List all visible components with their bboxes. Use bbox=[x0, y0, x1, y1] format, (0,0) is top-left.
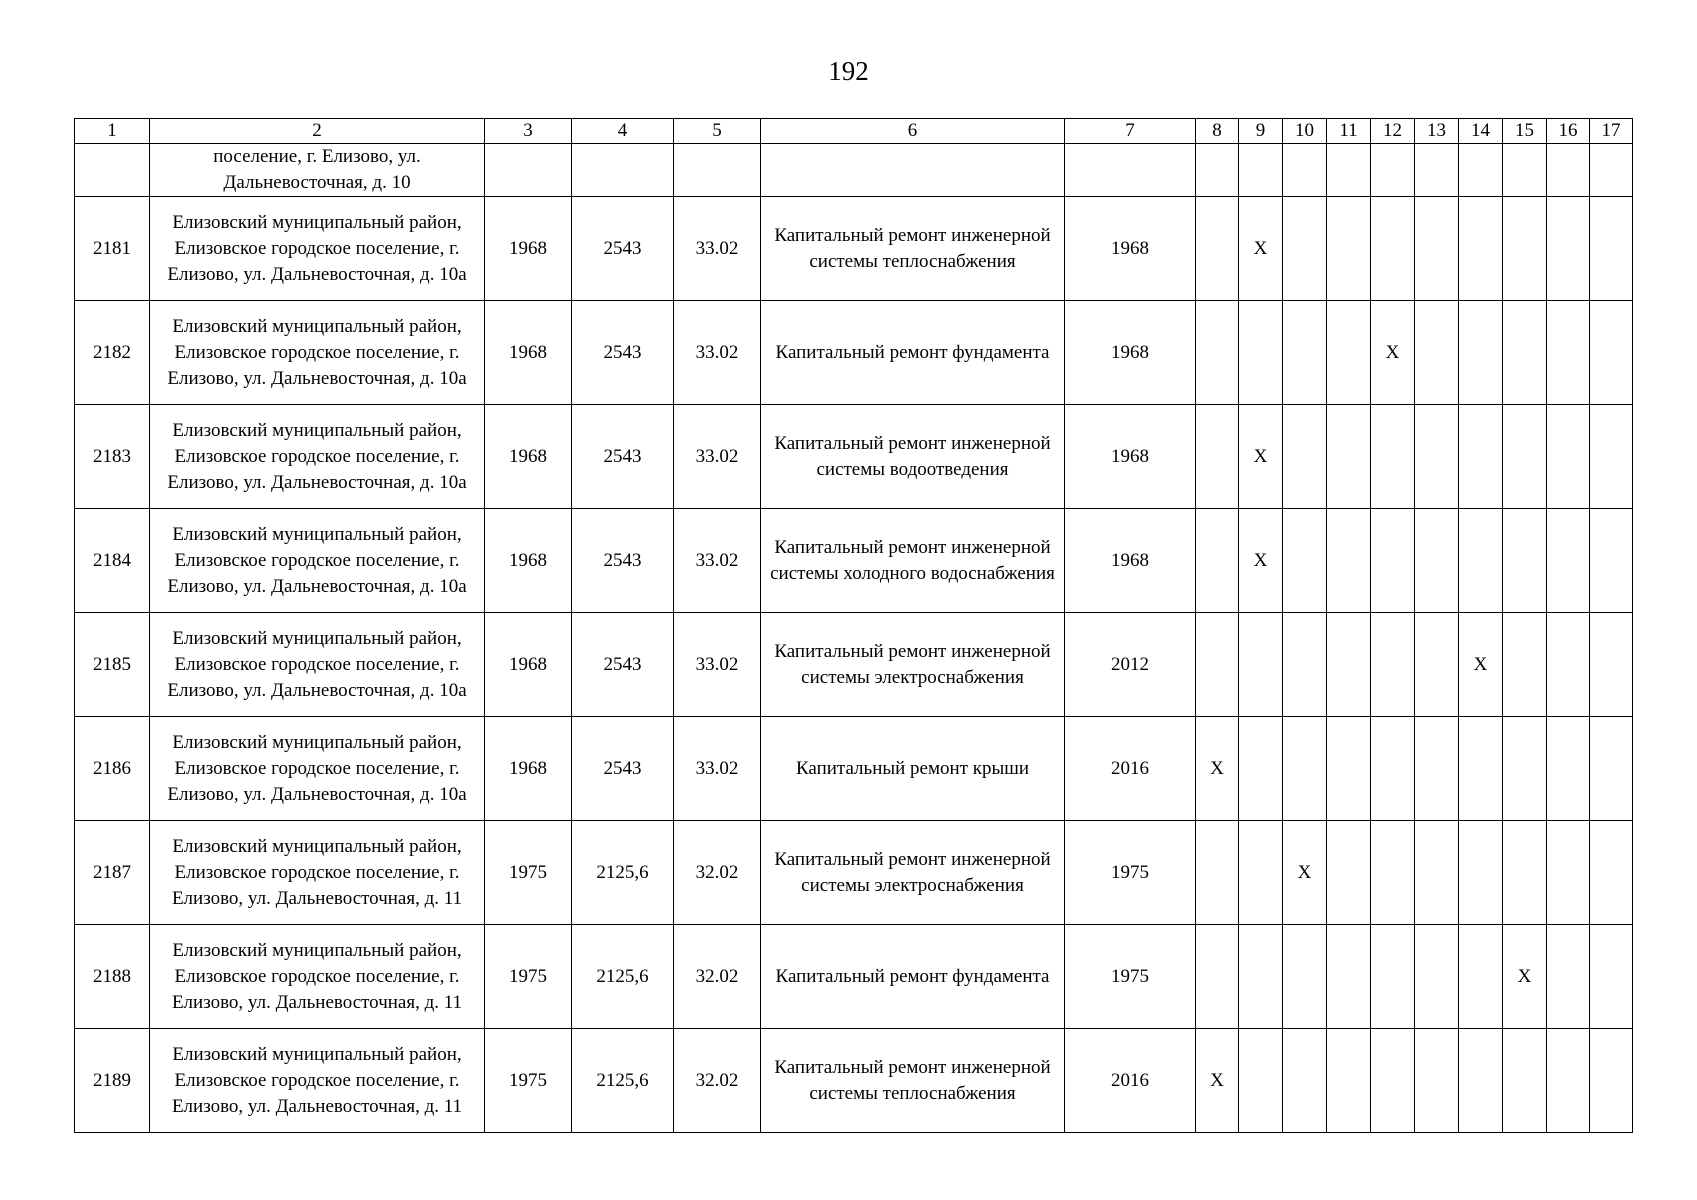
cell-mark bbox=[1459, 925, 1503, 1029]
cell-mark bbox=[1327, 613, 1371, 717]
cell-mark: X bbox=[1239, 197, 1283, 301]
cell-code: 33.02 bbox=[674, 509, 761, 613]
cell-address: Елизовский муниципальный район, Елизовское городское поселение, г. Елизово, ул. Дальневосточная, д. 10а bbox=[150, 509, 485, 613]
cell-number: 2182 bbox=[75, 301, 150, 405]
table-row bbox=[75, 301, 1633, 405]
cell-work: Капитальный ремонт инженерной системы теплоснабжения bbox=[761, 1029, 1065, 1133]
cell-address: поселение, г. Елизово, ул. Дальневосточная, д. 10 bbox=[150, 144, 485, 197]
cell-mark: X bbox=[1196, 717, 1239, 821]
column-header: 11 bbox=[1327, 119, 1371, 144]
cell-year: 1968 bbox=[485, 509, 572, 613]
cell-mark bbox=[1239, 925, 1283, 1029]
cell-area: 2543 bbox=[572, 197, 674, 301]
cell-mark bbox=[1415, 405, 1459, 509]
cell-mark bbox=[1196, 925, 1239, 1029]
cell-number: 2187 bbox=[75, 821, 150, 925]
cell-mark bbox=[1283, 613, 1327, 717]
column-header: 4 bbox=[572, 119, 674, 144]
cell-mark bbox=[1459, 301, 1503, 405]
cell-work: Капитальный ремонт инженерной системы теплоснабжения bbox=[761, 197, 1065, 301]
cell-mark bbox=[1371, 509, 1415, 613]
column-header: 5 bbox=[674, 119, 761, 144]
cell-code: 32.02 bbox=[674, 1029, 761, 1133]
cell-mark bbox=[1415, 509, 1459, 613]
cell-mark bbox=[1547, 144, 1590, 197]
cell-mark bbox=[1415, 717, 1459, 821]
cell-mark: X bbox=[1196, 1029, 1239, 1133]
cell-area: 2543 bbox=[572, 509, 674, 613]
cell-mark bbox=[1371, 821, 1415, 925]
cell-area: 2543 bbox=[572, 405, 674, 509]
cell-mark bbox=[1590, 1029, 1633, 1133]
cell-work: Капитальный ремонт крыши bbox=[761, 717, 1065, 821]
cell-mark bbox=[1459, 144, 1503, 197]
cell-work: Капитальный ремонт фундамента bbox=[761, 925, 1065, 1029]
cell-year: 1968 bbox=[485, 613, 572, 717]
cell-mark bbox=[1415, 613, 1459, 717]
cell-mark bbox=[1239, 613, 1283, 717]
cell-work bbox=[761, 144, 1065, 197]
cell-area: 2543 bbox=[572, 301, 674, 405]
cell-mark bbox=[1415, 144, 1459, 197]
cell-area: 2543 bbox=[572, 613, 674, 717]
cell-mark bbox=[1590, 301, 1633, 405]
cell-work-year: 1968 bbox=[1065, 301, 1196, 405]
cell-year: 1968 bbox=[485, 405, 572, 509]
cell-mark bbox=[1590, 925, 1633, 1029]
cell-address: Елизовский муниципальный район, Елизовское городское поселение, г. Елизово, ул. Дальневосточная, д. 10а bbox=[150, 301, 485, 405]
cell-year bbox=[485, 144, 572, 197]
cell-work-year: 1975 bbox=[1065, 821, 1196, 925]
cell-mark bbox=[1590, 144, 1633, 197]
cell-mark bbox=[1283, 144, 1327, 197]
cell-mark bbox=[1503, 405, 1547, 509]
cell-number bbox=[75, 144, 150, 197]
cell-code: 33.02 bbox=[674, 197, 761, 301]
cell-mark bbox=[1371, 144, 1415, 197]
cell-mark bbox=[1327, 925, 1371, 1029]
cell-mark bbox=[1371, 1029, 1415, 1133]
cell-code: 33.02 bbox=[674, 301, 761, 405]
column-header: 6 bbox=[761, 119, 1065, 144]
cell-mark bbox=[1590, 405, 1633, 509]
column-header: 3 bbox=[485, 119, 572, 144]
cell-mark bbox=[1547, 925, 1590, 1029]
cell-mark: X bbox=[1239, 405, 1283, 509]
cell-address: Елизовский муниципальный район, Елизовское городское поселение, г. Елизово, ул. Дальневосточная, д. 11 bbox=[150, 821, 485, 925]
cell-mark bbox=[1283, 717, 1327, 821]
repair-register-table bbox=[74, 118, 1633, 1133]
cell-work-year: 1975 bbox=[1065, 925, 1196, 1029]
table-row bbox=[75, 197, 1633, 301]
cell-mark bbox=[1547, 613, 1590, 717]
column-header: 9 bbox=[1239, 119, 1283, 144]
cell-mark bbox=[1239, 821, 1283, 925]
header-row bbox=[75, 119, 1633, 144]
cell-area: 2125,6 bbox=[572, 1029, 674, 1133]
cell-year: 1968 bbox=[485, 197, 572, 301]
continuation-row bbox=[75, 144, 1633, 197]
cell-area: 2125,6 bbox=[572, 925, 674, 1029]
cell-mark bbox=[1415, 925, 1459, 1029]
table-row bbox=[75, 925, 1633, 1029]
cell-area: 2125,6 bbox=[572, 821, 674, 925]
cell-mark bbox=[1459, 405, 1503, 509]
cell-work: Капитальный ремонт фундамента bbox=[761, 301, 1065, 405]
cell-address: Елизовский муниципальный район, Елизовское городское поселение, г. Елизово, ул. Дальневосточная, д. 10а bbox=[150, 717, 485, 821]
column-header: 1 bbox=[75, 119, 150, 144]
cell-mark: X bbox=[1503, 925, 1547, 1029]
cell-address: Елизовский муниципальный район, Елизовское городское поселение, г. Елизово, ул. Дальневосточная, д. 11 bbox=[150, 1029, 485, 1133]
cell-mark bbox=[1590, 197, 1633, 301]
cell-mark: X bbox=[1459, 613, 1503, 717]
cell-mark bbox=[1547, 1029, 1590, 1133]
cell-mark bbox=[1327, 509, 1371, 613]
cell-mark bbox=[1283, 197, 1327, 301]
cell-number: 2181 bbox=[75, 197, 150, 301]
column-header: 8 bbox=[1196, 119, 1239, 144]
cell-work-year: 1968 bbox=[1065, 197, 1196, 301]
cell-mark bbox=[1283, 509, 1327, 613]
cell-code: 33.02 bbox=[674, 717, 761, 821]
cell-mark bbox=[1371, 925, 1415, 1029]
cell-mark bbox=[1415, 821, 1459, 925]
cell-year: 1975 bbox=[485, 1029, 572, 1133]
cell-mark bbox=[1415, 1029, 1459, 1133]
cell-mark bbox=[1327, 197, 1371, 301]
cell-mark bbox=[1503, 509, 1547, 613]
cell-number: 2186 bbox=[75, 717, 150, 821]
cell-year: 1975 bbox=[485, 925, 572, 1029]
cell-number: 2189 bbox=[75, 1029, 150, 1133]
cell-mark: X bbox=[1239, 509, 1283, 613]
cell-mark bbox=[1590, 509, 1633, 613]
cell-mark bbox=[1503, 717, 1547, 821]
cell-mark bbox=[1239, 301, 1283, 405]
cell-mark: X bbox=[1371, 301, 1415, 405]
column-header: 14 bbox=[1459, 119, 1503, 144]
cell-mark bbox=[1459, 197, 1503, 301]
cell-mark bbox=[1590, 717, 1633, 821]
cell-work-year: 2012 bbox=[1065, 613, 1196, 717]
cell-mark bbox=[1196, 613, 1239, 717]
column-header: 7 bbox=[1065, 119, 1196, 144]
column-header: 10 bbox=[1283, 119, 1327, 144]
cell-mark bbox=[1547, 301, 1590, 405]
cell-mark bbox=[1459, 1029, 1503, 1133]
cell-code: 32.02 bbox=[674, 821, 761, 925]
cell-mark bbox=[1327, 301, 1371, 405]
cell-work-year: 2016 bbox=[1065, 1029, 1196, 1133]
cell-work: Капитальный ремонт инженерной системы электроснабжения bbox=[761, 821, 1065, 925]
cell-mark bbox=[1590, 613, 1633, 717]
cell-mark bbox=[1196, 405, 1239, 509]
cell-mark bbox=[1503, 1029, 1547, 1133]
cell-mark bbox=[1590, 821, 1633, 925]
cell-year: 1975 bbox=[485, 821, 572, 925]
cell-address: Елизовский муниципальный район, Елизовское городское поселение, г. Елизово, ул. Дальневосточная, д. 10а bbox=[150, 197, 485, 301]
column-header: 17 bbox=[1590, 119, 1633, 144]
cell-mark bbox=[1503, 301, 1547, 405]
cell-mark bbox=[1283, 1029, 1327, 1133]
cell-work: Капитальный ремонт инженерной системы водоотведения bbox=[761, 405, 1065, 509]
cell-mark bbox=[1283, 925, 1327, 1029]
cell-mark bbox=[1459, 821, 1503, 925]
cell-mark bbox=[1459, 509, 1503, 613]
cell-work-year: 2016 bbox=[1065, 717, 1196, 821]
cell-mark bbox=[1459, 717, 1503, 821]
cell-mark bbox=[1503, 613, 1547, 717]
cell-mark bbox=[1547, 717, 1590, 821]
cell-mark bbox=[1547, 821, 1590, 925]
cell-address: Елизовский муниципальный район, Елизовское городское поселение, г. Елизово, ул. Дальневосточная, д. 10а bbox=[150, 613, 485, 717]
cell-mark bbox=[1547, 509, 1590, 613]
cell-number: 2184 bbox=[75, 509, 150, 613]
cell-mark bbox=[1327, 405, 1371, 509]
cell-mark bbox=[1415, 301, 1459, 405]
cell-year: 1968 bbox=[485, 301, 572, 405]
cell-mark bbox=[1196, 301, 1239, 405]
cell-mark bbox=[1547, 197, 1590, 301]
cell-mark bbox=[1371, 613, 1415, 717]
cell-work-year bbox=[1065, 144, 1196, 197]
cell-mark bbox=[1283, 405, 1327, 509]
cell-number: 2183 bbox=[75, 405, 150, 509]
cell-mark bbox=[1371, 717, 1415, 821]
cell-mark bbox=[1547, 405, 1590, 509]
cell-address: Елизовский муниципальный район, Елизовское городское поселение, г. Елизово, ул. Дальневосточная, д. 11 bbox=[150, 925, 485, 1029]
cell-mark bbox=[1327, 821, 1371, 925]
cell-mark bbox=[1327, 717, 1371, 821]
cell-mark bbox=[1196, 144, 1239, 197]
cell-number: 2185 bbox=[75, 613, 150, 717]
cell-mark bbox=[1239, 144, 1283, 197]
cell-mark: X bbox=[1283, 821, 1327, 925]
cell-number: 2188 bbox=[75, 925, 150, 1029]
column-header: 12 bbox=[1371, 119, 1415, 144]
cell-mark bbox=[1503, 821, 1547, 925]
cell-code: 33.02 bbox=[674, 613, 761, 717]
cell-code: 32.02 bbox=[674, 925, 761, 1029]
cell-mark bbox=[1239, 717, 1283, 821]
cell-code: 33.02 bbox=[674, 405, 761, 509]
cell-mark bbox=[1327, 144, 1371, 197]
cell-mark bbox=[1196, 509, 1239, 613]
cell-area: 2543 bbox=[572, 717, 674, 821]
column-header: 16 bbox=[1547, 119, 1590, 144]
cell-mark bbox=[1283, 301, 1327, 405]
cell-mark bbox=[1196, 197, 1239, 301]
cell-mark bbox=[1327, 1029, 1371, 1133]
cell-mark bbox=[1239, 1029, 1283, 1133]
cell-area bbox=[572, 144, 674, 197]
column-header: 13 bbox=[1415, 119, 1459, 144]
cell-mark bbox=[1415, 197, 1459, 301]
cell-code bbox=[674, 144, 761, 197]
table-row bbox=[75, 405, 1633, 509]
cell-mark bbox=[1196, 821, 1239, 925]
cell-mark bbox=[1371, 405, 1415, 509]
cell-mark bbox=[1503, 144, 1547, 197]
table-row bbox=[75, 821, 1633, 925]
cell-work-year: 1968 bbox=[1065, 509, 1196, 613]
table-row bbox=[75, 717, 1633, 821]
cell-mark bbox=[1371, 197, 1415, 301]
cell-mark bbox=[1503, 197, 1547, 301]
table-row bbox=[75, 613, 1633, 717]
cell-work: Капитальный ремонт инженерной системы электроснабжения bbox=[761, 613, 1065, 717]
cell-address: Елизовский муниципальный район, Елизовское городское поселение, г. Елизово, ул. Дальневосточная, д. 10а bbox=[150, 405, 485, 509]
page-number: 192 bbox=[828, 56, 869, 86]
column-header: 15 bbox=[1503, 119, 1547, 144]
table-row bbox=[75, 509, 1633, 613]
cell-work-year: 1968 bbox=[1065, 405, 1196, 509]
table-row bbox=[75, 1029, 1633, 1133]
cell-work: Капитальный ремонт инженерной системы холодного водоснабжения bbox=[761, 509, 1065, 613]
cell-year: 1968 bbox=[485, 717, 572, 821]
column-header: 2 bbox=[150, 119, 485, 144]
